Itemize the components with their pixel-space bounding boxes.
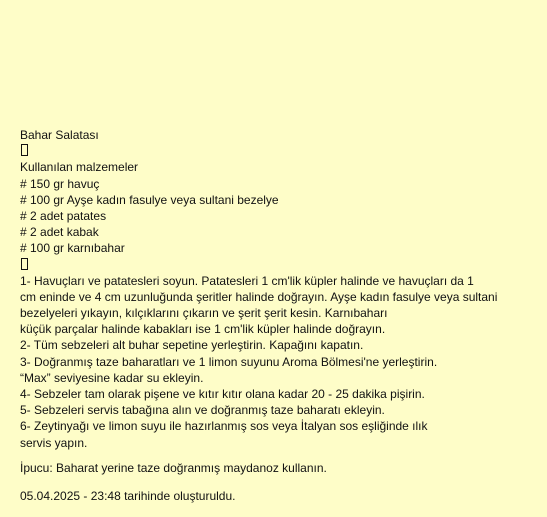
spacer xyxy=(20,476,530,488)
ingredients-heading: Kullanılan malzemeler xyxy=(20,160,139,175)
recipe-document xyxy=(20,127,530,504)
step-line: 1- Havuçları ve patatesleri soyun. Patatesleri 1 cm'lik küpler halinde ve havuçları da 1 xyxy=(20,273,474,288)
step-line: bezelyeleri yıkayın, kılçıklarını çıkarın ve şerit şerit kesin. Karnıbaharı xyxy=(20,306,388,321)
step-line: 3- Doğranmış taze baharatları ve 1 limon suyunu Aroma Bölmesi'ne yerleştirin. xyxy=(20,354,438,369)
placeholder-glyph-icon xyxy=(20,257,530,273)
ingredient-item: # 100 gr Ayşe kadın fasulye veya sultani bezelye xyxy=(20,192,279,207)
ingredient-item: # 2 adet patates xyxy=(20,208,107,223)
ingredient-item: # 100 gr karnıbahar xyxy=(20,241,125,256)
step-line: 6- Zeytinyağı ve limon suyu ile hazırlanmış sos veya İtalyan sos eşliğinde ılık xyxy=(20,419,428,434)
step-line: cm eninde ve 4 cm uzunluğunda şeritler halinde doğrayın. Ayşe kadın fasulye veya sultani xyxy=(20,289,498,304)
spacer xyxy=(20,451,530,460)
step-line: 4- Sebzeler tam olarak pişene ve kıtır kıtır olana kadar 20 - 25 dakika pişirin. xyxy=(20,387,425,401)
recipe-title: Bahar Salatası xyxy=(20,128,99,142)
created-timestamp: 05.04.2025 - 23:48 tarihinde oluşturuldu. xyxy=(20,488,236,503)
ingredient-item: # 2 adet kabak xyxy=(20,225,99,240)
step-line: 2- Tüm sebzeleri alt buhar sepetine yerleştirin. Kapağını kapatın. xyxy=(20,338,364,353)
step-line: servis yapın. xyxy=(20,435,88,450)
placeholder-glyph-icon xyxy=(20,143,530,159)
ingredient-item: # 150 gr havuç xyxy=(20,176,100,191)
step-line: “Max” seviyesine kadar su ekleyin. xyxy=(20,370,204,385)
step-line: 5- Sebzeleri servis tabağına alın ve doğranmış taze baharatı ekleyin. xyxy=(20,403,385,418)
tip-text: İpucu: Baharat yerine taze doğranmış maydanoz kullanın. xyxy=(20,460,327,475)
step-line: küçük parçalar halinde kabakları ise 1 cm'lik küpler halinde doğrayın. xyxy=(20,322,386,337)
